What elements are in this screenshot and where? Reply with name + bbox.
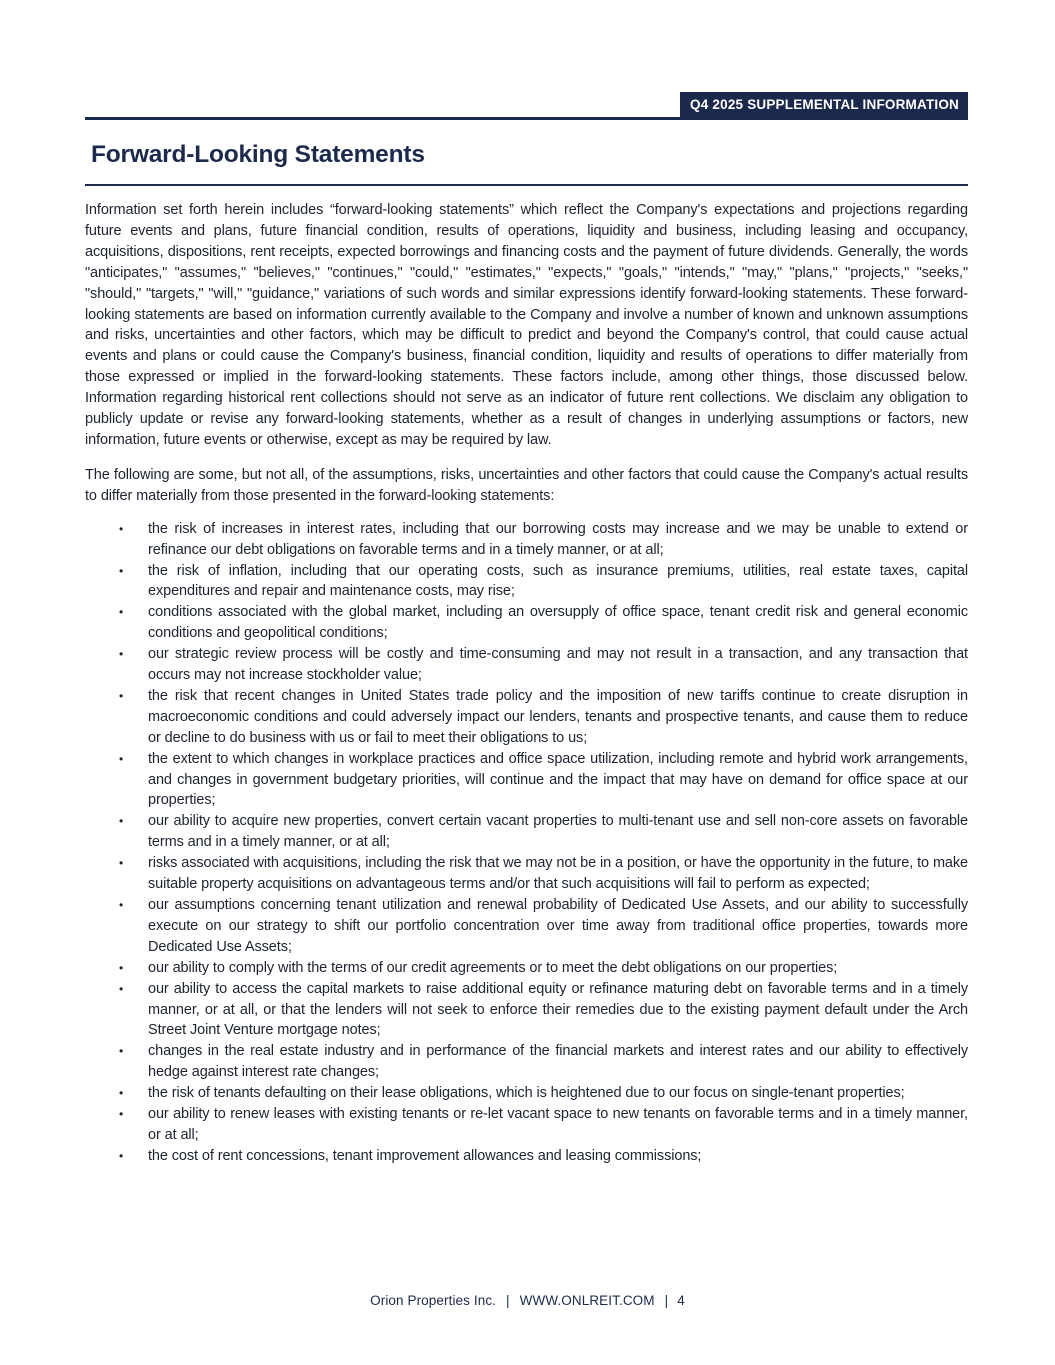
footer-company: Orion Properties Inc. <box>370 1293 497 1308</box>
list-item: • our assumptions concerning tenant utilization and renewal probability of Dedicated Use Assets, and our ability to successfully execute on our strategy to shift our portfolio concentration over time away from traditional office properties, towards more Dedicated Use Assets; <box>85 895 968 958</box>
list-item: • our ability to renew leases with existing tenants or re-let vacant space to new tenants on favorable terms and in a timely manner, or at all; <box>85 1104 968 1146</box>
list-item: • the cost of rent concessions, tenant improvement allowances and leasing commissions; <box>85 1146 968 1167</box>
footer-page-number: 4 <box>677 1293 685 1308</box>
list-item: • changes in the real estate industry and in performance of the financial markets and interest rates and our ability to effectively hedge against interest rate changes; <box>85 1041 968 1083</box>
list-item: • the risk of increases in interest rates, including that our borrowing costs may increase and we may be unable to extend or refinance our debt obligations on favorable terms and in a timely manner, or at all; <box>85 519 968 561</box>
list-item: • the risk of inflation, including that our operating costs, such as insurance premiums, utilities, real estate taxes, capital expenditures and repair and maintenance costs, may rise; <box>85 561 968 603</box>
list-item: • the extent to which changes in workplace practices and office space utilization, including remote and hybrid work arrangements, and changes in government budgetary priorities, will continue and the impact that may have on demand for office space at our properties; <box>85 749 968 812</box>
footer-separator: | <box>506 1293 510 1308</box>
list-item: • our ability to acquire new properties, convert certain vacant properties to multi-tenant use and sell non-core assets on favorable terms and in a timely manner, or at all; <box>85 811 968 853</box>
paragraph-forward-looking-intro: Information set forth herein includes “forward-looking statements” which reflect the Company's expectations and projections regarding future events and plans, future financial condition, results of operations, liquidity and business, including leasing and occupancy, acquisitions, dispositions, rent receipts, expected borrowings and financing costs and the payment of future dividends. Generally, the words "anticipates," "assumes," "believes," "continues," "could," "estimates," "expects," "goals," "intends," "may," "plans," "projects," "seeks," "should," "targets," "will," "guidance," variations of such words and similar expressions identify forward-looking statements. These forward-looking statements are based on information currently available to the Company and involve a number of known and unknown assumptions and risks, uncertainties and other factors, which may be difficult to predict and beyond the Company's control, that could cause actual events and plans or could cause the Company's business, financial condition, liquidity and results of operations to differ materially from those expressed or implied in the forward-looking statements. These factors include, among other things, those discussed below. Information regarding historical rent collections should not serve as an indicator of future rent collections. We disclaim any obligation to publicly update or revise any forward-looking statements, whether as a result of changes in underlying assumptions or factors, new information, future events or otherwise, except as may be required by law. <box>85 202 968 448</box>
footer-separator: | <box>664 1293 669 1308</box>
header-row <box>85 92 968 117</box>
title-rule <box>85 184 968 186</box>
list-item: • our strategic review process will be costly and time-consuming and may not result in a transaction, and any transaction that occurs may not increase stockholder value; <box>85 644 968 686</box>
paragraph-assumptions-lead: The following are some, but not all, of the assumptions, risks, uncertainties and other factors that could cause the Company's actual results to differ materially from those presented in the forward-looking statements: <box>85 466 968 504</box>
header-rule <box>85 117 968 120</box>
list-item: • the risk that recent changes in United States trade policy and the imposition of new tariffs continue to create disruption in macroeconomic conditions and could adversely impact our lenders, tenants and prospective tenants, and cause them to reduce or decline to do business with us or fail to meet their obligations to us; <box>85 686 968 749</box>
risk-factors-list <box>85 519 968 1167</box>
list-item: • conditions associated with the global market, including an oversupply of office space, tenant credit risk and general economic conditions and geopolitical conditions; <box>85 602 968 644</box>
list-item: • the risk of tenants defaulting on their lease obligations, which is heightened due to our focus on single-tenant properties; <box>85 1083 968 1104</box>
list-item: • our ability to access the capital markets to raise additional equity or refinance maturing debt on favorable terms and in a timely manner, or at all, or that the lenders will not seek to enforce their remedies due to the existing payment default under the Arch Street Joint Venture mortgage notes; <box>85 979 968 1042</box>
footer-website: WWW.ONLREIT.COM <box>519 1293 655 1308</box>
page-title: Forward-Looking Statements <box>91 141 425 168</box>
page-footer <box>0 1293 1055 1308</box>
list-item: • our ability to comply with the terms of our credit agreements or to meet the debt obligations on our properties; <box>85 958 968 979</box>
list-item: • risks associated with acquisitions, including the risk that we may not be in a position, or have the opportunity in the future, to make suitable property acquisitions on advantageous terms and/or that such acquisitions will fail to perform as expected; <box>85 853 968 895</box>
header-badge: Q4 2025 SUPPLEMENTAL INFORMATION <box>680 92 968 117</box>
